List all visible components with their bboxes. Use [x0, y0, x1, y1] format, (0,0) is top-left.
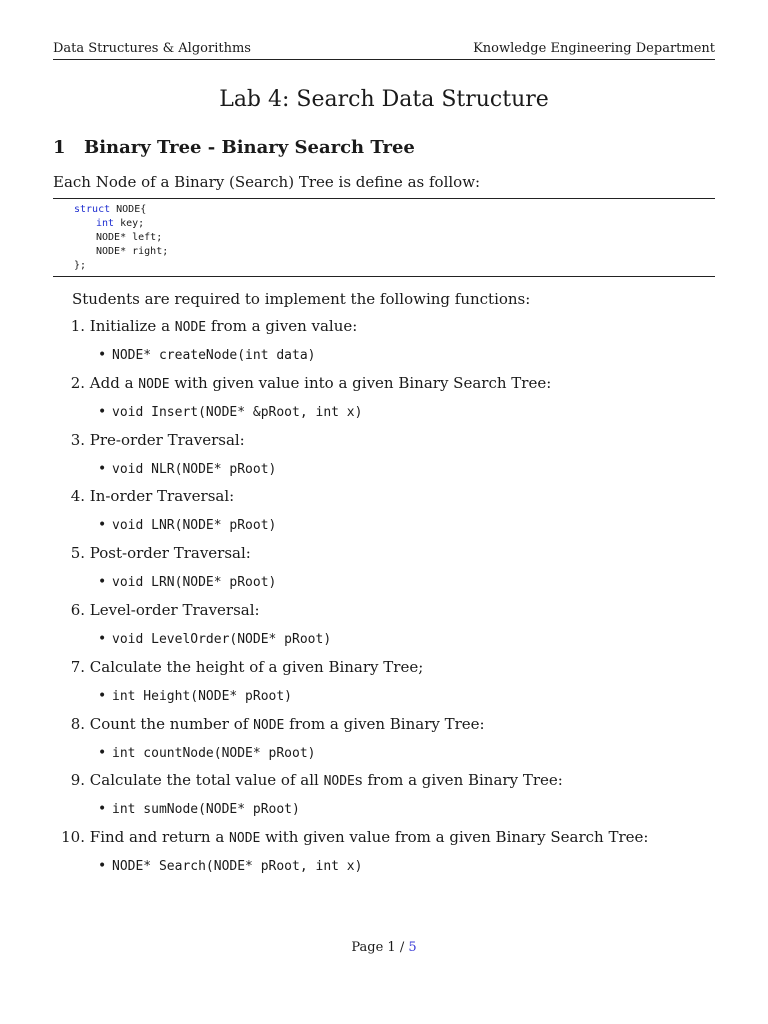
list-item — [53, 430, 715, 450]
list-item — [53, 486, 715, 506]
item-text-pre: Calculate the height of a given Binary Tree; — [89, 658, 424, 676]
item-text-pre: Find and return a — [89, 828, 230, 846]
function-signature — [98, 515, 698, 536]
page-label: Page 1 / — [351, 940, 409, 955]
list-item-text — [85, 317, 357, 335]
item-text-post: with given value into a given Binary Search Tree: — [169, 374, 552, 392]
code-line-3: NODE* left; — [96, 232, 163, 243]
section-number: 1 — [53, 137, 66, 158]
function-signature — [98, 799, 698, 820]
list-item-text — [85, 771, 563, 789]
list-item-text — [85, 431, 245, 449]
item-text-pre: In-order Traversal: — [89, 487, 235, 505]
list-item — [53, 543, 715, 563]
item-text-post: with given value from a given Binary Search Tree: — [260, 828, 649, 846]
list-item-number: 3. — [70, 431, 85, 449]
list-item — [53, 714, 715, 736]
list-item — [53, 600, 715, 620]
list-item-number: 6. — [70, 601, 85, 619]
item-text-pre: Add a — [89, 374, 139, 392]
lead-text: Students are required to implement the following functions: — [72, 290, 531, 308]
function-signature-text: void LRN(NODE* pRoot) — [112, 575, 277, 590]
function-signature — [98, 345, 698, 366]
bullet-icon: • — [98, 347, 107, 363]
function-signature — [98, 402, 698, 423]
bullet-icon: • — [98, 404, 107, 420]
function-signature-text: int Height(NODE* pRoot) — [112, 689, 293, 704]
code-line-1 — [74, 203, 146, 217]
list-item-number: 10. — [61, 828, 85, 846]
function-signature — [98, 743, 698, 764]
item-text-pre: Level-order Traversal: — [89, 601, 260, 619]
bullet-icon: • — [98, 517, 107, 533]
header-department: Knowledge Engineering Department — [473, 41, 715, 56]
function-signature-text: void LevelOrder(NODE* pRoot) — [112, 632, 332, 647]
list-item-number: 4. — [70, 487, 85, 505]
code-line-4: NODE* right; — [96, 246, 169, 257]
function-signature — [98, 572, 698, 593]
list-item-number: 7. — [70, 658, 85, 676]
list-item — [53, 373, 715, 395]
bullet-icon: • — [98, 745, 107, 761]
code-text: key; — [114, 218, 145, 229]
code-line-2 — [96, 217, 144, 231]
list-item-text — [85, 544, 251, 562]
item-inline-code: NODE — [138, 377, 170, 392]
function-signature-text: int countNode(NODE* pRoot) — [112, 746, 316, 761]
section-heading — [53, 136, 715, 160]
function-signature — [98, 856, 698, 877]
code-keyword: int — [96, 218, 115, 229]
list-item-text — [85, 658, 423, 676]
function-signature-text: void LNR(NODE* pRoot) — [112, 518, 277, 533]
function-signature-text: NODE* Search(NODE* pRoot, int x) — [112, 859, 363, 874]
item-text-post: from a given value: — [206, 317, 358, 335]
item-inline-code: NODE — [229, 831, 261, 846]
list-item-text — [85, 487, 234, 505]
bullet-icon: • — [98, 688, 107, 704]
list-item-number: 2. — [70, 374, 85, 392]
item-text-pre: Post-order Traversal: — [89, 544, 251, 562]
code-text: NODE{ — [110, 204, 147, 215]
item-text-pre: Initialize a — [89, 317, 175, 335]
page-footer — [0, 939, 768, 957]
function-signature — [98, 629, 698, 650]
list-item-text — [85, 715, 485, 733]
item-text-post: from a given Binary Tree: — [284, 715, 485, 733]
code-keyword: struct — [74, 204, 111, 215]
bullet-icon: • — [98, 858, 107, 874]
section-title: Binary Tree - Binary Search Tree — [84, 137, 415, 158]
list-item — [53, 827, 715, 849]
item-inline-code: NODE — [253, 718, 285, 733]
bullet-icon: • — [98, 461, 107, 477]
intro-text: Each Node of a Binary (Search) Tree is define as follow: — [53, 173, 481, 191]
list-item — [53, 770, 715, 792]
list-item-text — [85, 374, 551, 392]
list-item-number: 9. — [70, 771, 85, 789]
code-line-5: }; — [74, 260, 87, 271]
item-text-post: s from a given Binary Tree: — [354, 771, 563, 789]
bullet-icon: • — [98, 631, 107, 647]
list-item-number: 8. — [70, 715, 85, 733]
document-title: Lab 4: Search Data Structure — [219, 87, 549, 112]
item-inline-code: NODE — [323, 774, 355, 789]
function-signature-text: void NLR(NODE* pRoot) — [112, 462, 277, 477]
list-item-text — [85, 828, 648, 846]
item-text-pre: Calculate the total value of all — [89, 771, 324, 789]
list-item-number: 1. — [70, 317, 85, 335]
total-pages-link[interactable]: 5 — [408, 940, 417, 955]
list-item — [53, 657, 715, 677]
function-signature-text: int sumNode(NODE* pRoot) — [112, 802, 300, 817]
list-item — [53, 316, 715, 338]
running-header — [53, 40, 715, 60]
function-signature-text: NODE* createNode(int data) — [112, 348, 316, 363]
item-text-pre: Pre-order Traversal: — [89, 431, 245, 449]
function-signature — [98, 686, 698, 707]
code-block — [53, 198, 715, 277]
bullet-icon: • — [98, 574, 107, 590]
header-course: Data Structures & Algorithms — [53, 41, 251, 56]
function-signature — [98, 459, 698, 480]
item-inline-code: NODE — [174, 320, 207, 335]
function-signature-text: void Insert(NODE* &pRoot, int x) — [112, 405, 363, 420]
bullet-icon: • — [98, 801, 107, 817]
list-item-number: 5. — [70, 544, 85, 562]
list-item-text — [85, 601, 260, 619]
item-text-pre: Count the number of — [89, 715, 254, 733]
